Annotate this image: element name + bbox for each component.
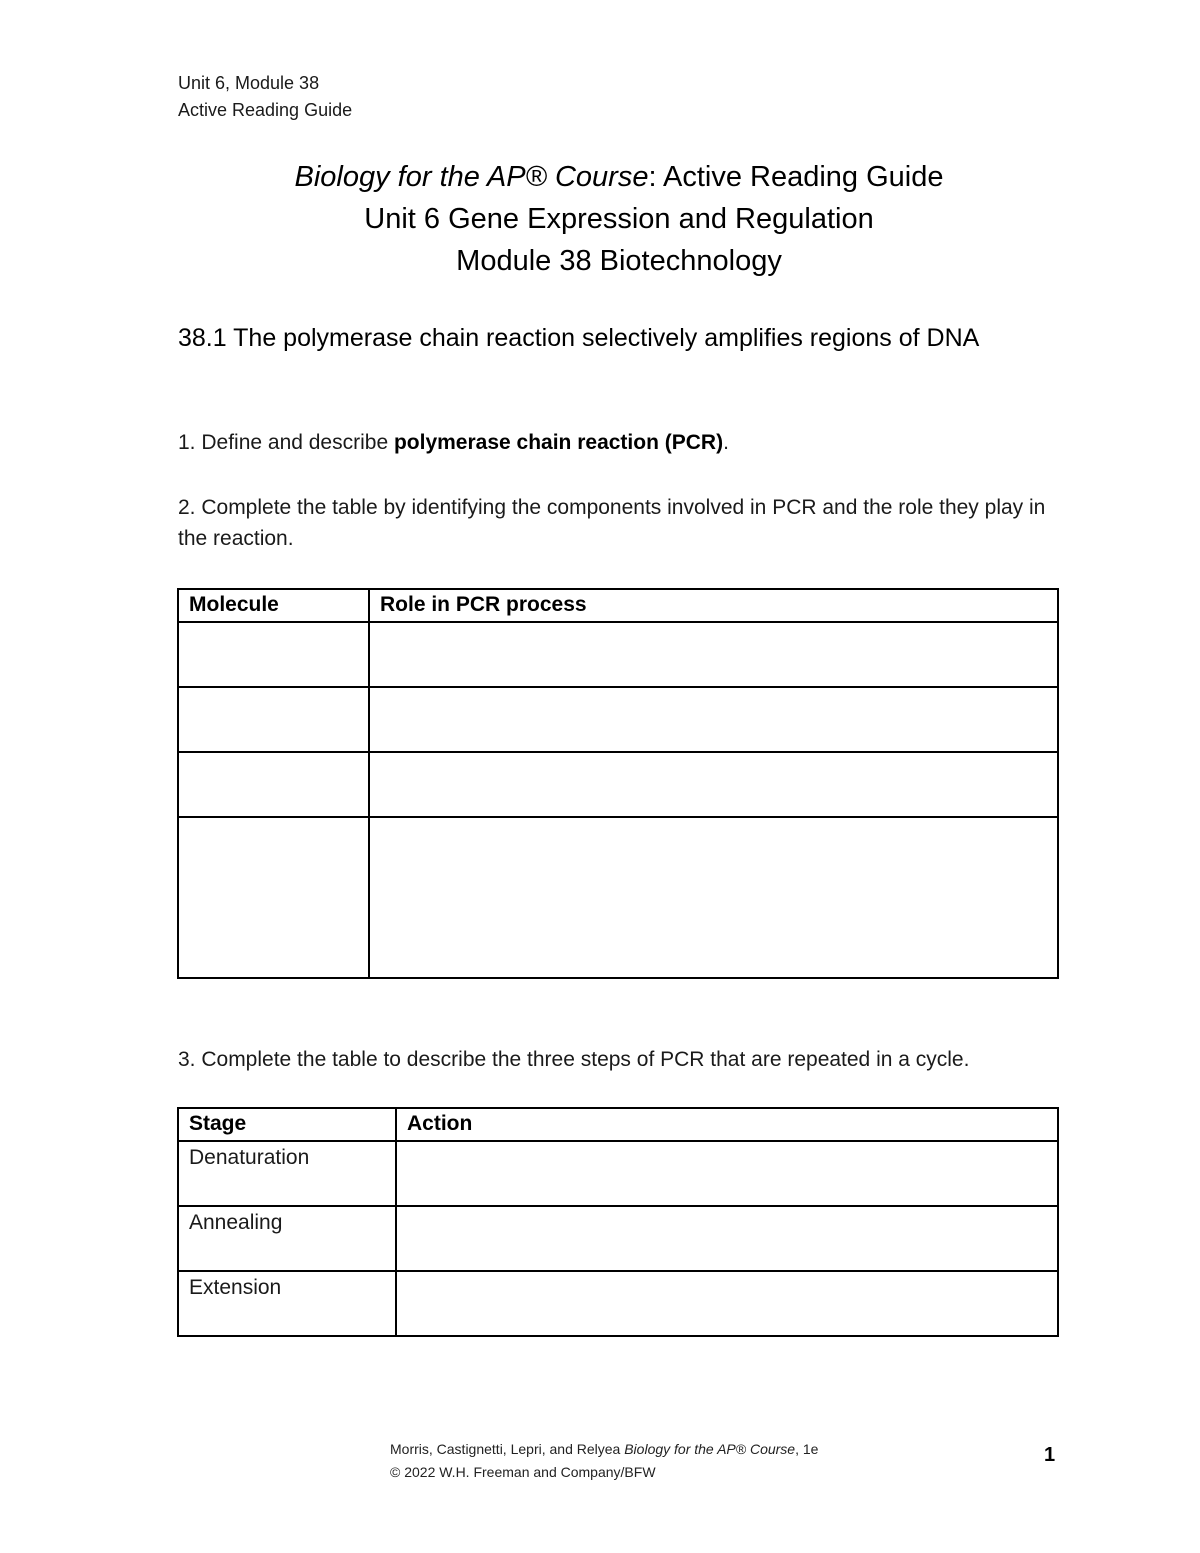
stage-cell: Denaturation	[178, 1141, 396, 1206]
action-cell[interactable]	[396, 1206, 1058, 1271]
table-row	[178, 1271, 1058, 1336]
table-row	[178, 1141, 1058, 1206]
page-number: 1	[1044, 1444, 1056, 1466]
title-book-name: Biology for the AP® Course	[294, 161, 649, 193]
table-header-row	[178, 1108, 1058, 1141]
question-1-suffix: .	[723, 431, 729, 454]
footer-edition: , 1e	[795, 1441, 819, 1457]
molecule-cell[interactable]	[178, 687, 369, 752]
table-row	[178, 1206, 1058, 1271]
table-header-role: Role in PCR process	[369, 589, 1058, 622]
running-header-unit: Unit 6, Module 38	[178, 73, 320, 93]
table-header-stage: Stage	[178, 1108, 396, 1141]
table-row	[178, 687, 1058, 752]
molecule-cell[interactable]	[178, 752, 369, 817]
table-header-action: Action	[396, 1108, 1058, 1141]
pcr-steps-table	[177, 1107, 1059, 1337]
question-3: 3. Complete the table to describe the three steps of PCR that are repeated in a cycle.	[178, 1048, 970, 1071]
molecule-cell[interactable]	[178, 622, 369, 687]
title-line-module: Module 38 Biotechnology	[456, 245, 782, 277]
action-cell[interactable]	[396, 1271, 1058, 1336]
question-1	[178, 427, 1068, 458]
stage-cell: Annealing	[178, 1206, 396, 1271]
footer-citation	[390, 1441, 818, 1457]
title-book-rest: : Active Reading Guide	[648, 161, 944, 193]
stage-cell: Extension	[178, 1271, 396, 1336]
table-header-row	[178, 589, 1058, 622]
title-line-book	[0, 156, 1200, 198]
table-header-molecule: Molecule	[178, 589, 369, 622]
question-1-term: polymerase chain reaction (PCR)	[393, 431, 724, 454]
role-cell[interactable]	[369, 622, 1058, 687]
table-row	[178, 817, 1058, 978]
footer-book-name: Biology for the AP® Course	[624, 1441, 796, 1457]
role-cell[interactable]	[369, 687, 1058, 752]
question-2: 2. Complete the table by identifying the components involved in PCR and the role they play in the reaction.	[178, 496, 1046, 550]
document-title	[0, 156, 1200, 282]
action-cell[interactable]	[396, 1141, 1058, 1206]
footer-authors: Morris, Castignetti, Lepri, and Relyea	[390, 1441, 625, 1457]
footer-copyright: © 2022 W.H. Freeman and Company/BFW	[390, 1464, 656, 1480]
molecule-cell[interactable]	[178, 817, 369, 978]
section-heading: 38.1 The polymerase chain reaction selectively amplifies regions of DNA	[178, 324, 980, 352]
role-cell[interactable]	[369, 752, 1058, 817]
question-1-prefix: 1. Define and describe	[178, 431, 394, 454]
title-line-unit: Unit 6 Gene Expression and Regulation	[364, 203, 874, 235]
running-header-guide: Active Reading Guide	[178, 100, 353, 120]
role-cell[interactable]	[369, 817, 1058, 978]
pcr-components-table	[177, 588, 1059, 979]
table-row	[178, 752, 1058, 817]
table-row	[178, 622, 1058, 687]
